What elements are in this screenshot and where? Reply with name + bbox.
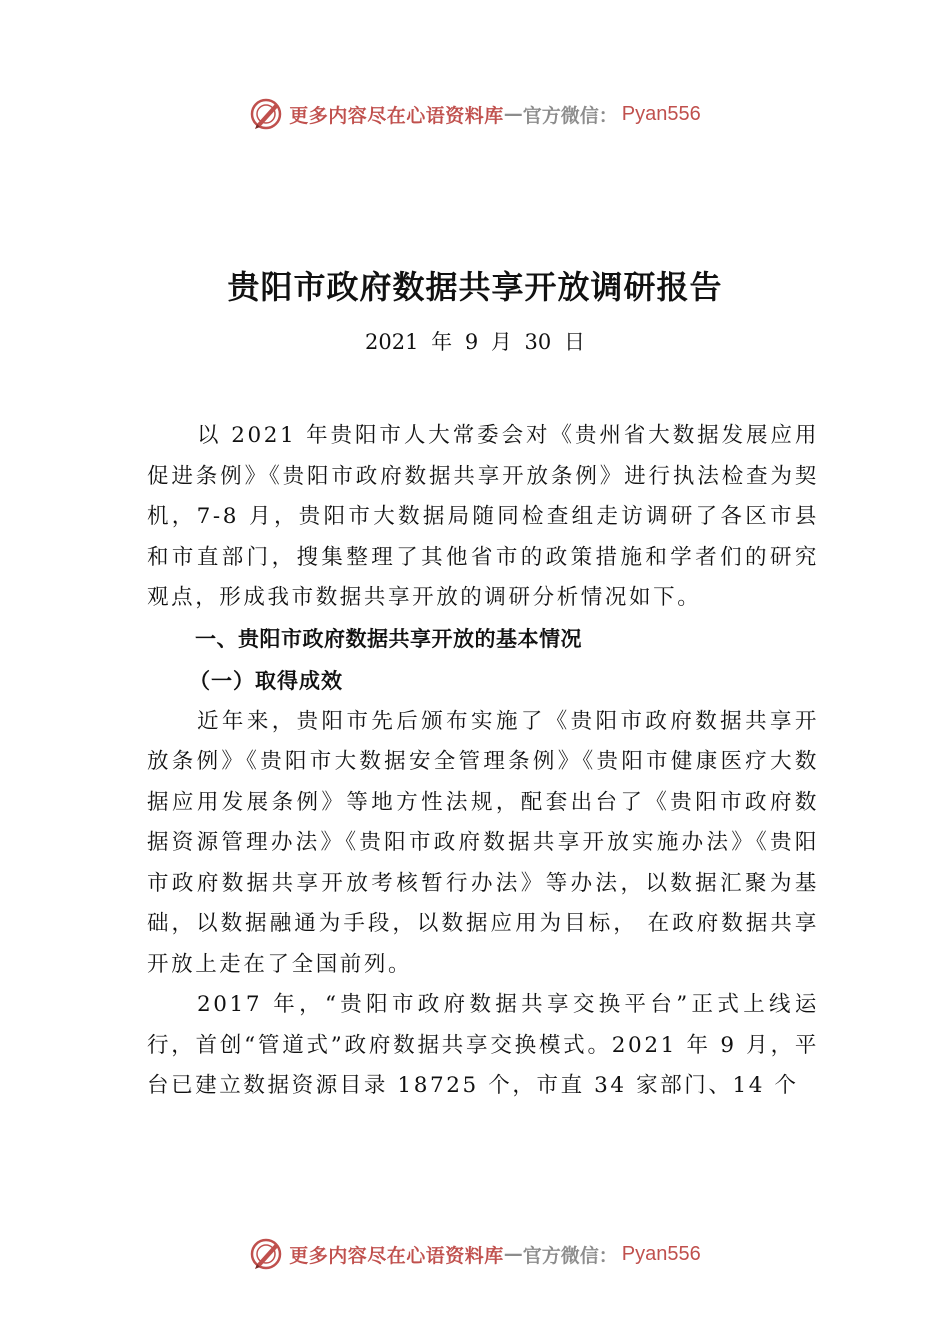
banner-separator: — <box>503 103 523 125</box>
header-banner <box>0 94 950 134</box>
banner-text: 更多内容尽在心语资料库 <box>289 1244 504 1267</box>
intro-paragraph: 以 2021 年贵阳市人大常委会对《贵州省大数据发展应用促进条例》《贵阳市政府数据共享开放条例》进行执法检查为契机，7-8 月，贵阳市大数据局随同检查组走访调研了各区市县和市直部门，搜集整理了其他省市的政策措施和学者们的研究观点，形成我市数据共享开放的调研分析情况如下。 <box>147 423 819 610</box>
banner-wechat-label: 官方微信： <box>522 104 618 127</box>
document-body <box>147 416 819 1107</box>
section-heading: 一、贵阳市政府数据共享开放的基本情况 <box>195 626 582 651</box>
banner-separator: — <box>503 1243 523 1265</box>
page-title: 贵阳市政府数据共享开放调研报告 <box>227 268 723 306</box>
footer-banner <box>0 1234 950 1274</box>
body-paragraph-2: 2017 年，“贵阳市政府数据共享交换平台”正式上线运行，首创“管道式”政府数据共享交换模式。2021 年 9 月，平台已建立数据资源目录 18725 个，市直 34 家部门、14 个 <box>147 992 819 1098</box>
banner-wechat-label: 官方微信： <box>522 1244 618 1267</box>
banner-wechat-id: Pyan556 <box>621 1242 701 1265</box>
subsection-heading: （一）取得成效 <box>189 667 343 693</box>
banner-wechat-id: Pyan556 <box>621 102 701 125</box>
banner-text: 更多内容尽在心语资料库 <box>289 104 504 127</box>
pen-seal-logo-icon <box>249 1237 283 1271</box>
document-date: 2021 年 9 月 30 日 <box>365 330 585 354</box>
pen-seal-logo-icon <box>249 97 283 131</box>
body-paragraph-1: 近年来，贵阳市先后颁布实施了《贵阳市政府数据共享开放条例》《贵阳市大数据安全管理条例》《贵阳市健康医疗大数据应用发展条例》等地方性法规，配套出台了《贵阳市政府数据资源管理办法》《贵阳市政府数据共享开放实施办法》《贵阳市政府数据共享开放考核暂行办法》等办法，以数据汇聚为基础，以数据融通为手段，以数据应用为目标， 在政府数据共享开放上走在了全国前列。 <box>147 708 819 977</box>
